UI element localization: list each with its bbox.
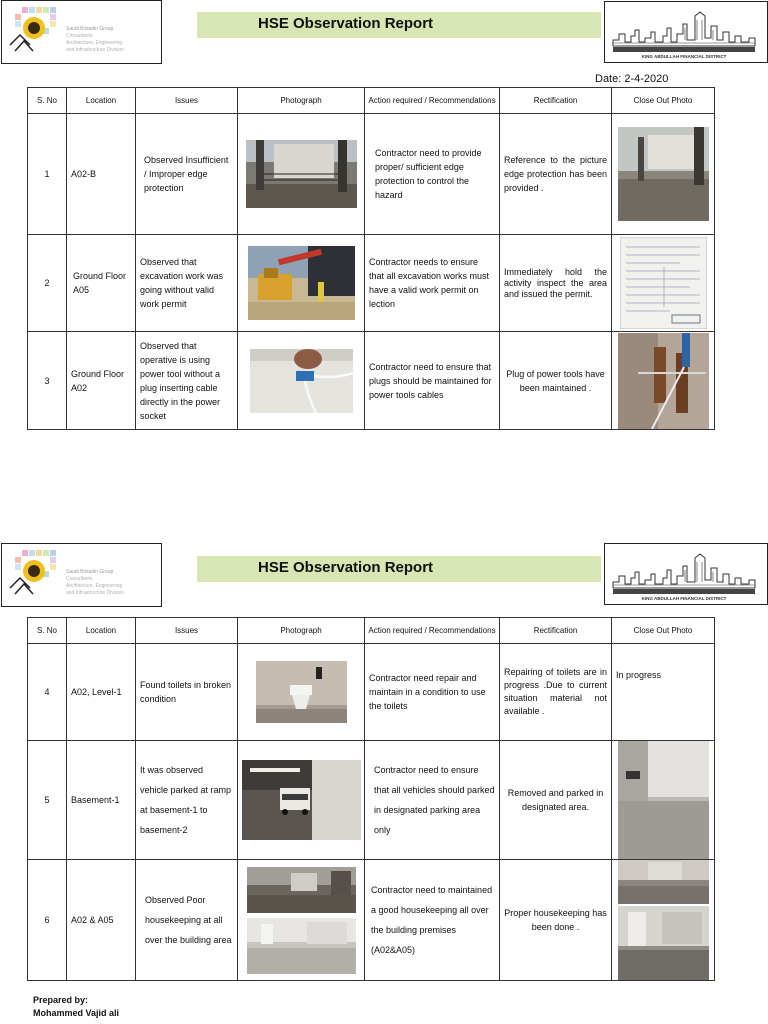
row-rectification: Proper housekeeping has been done . xyxy=(500,860,612,981)
report-title: HSE Observation Report xyxy=(258,15,434,32)
header-sno: S. No xyxy=(28,618,67,644)
row-action: Contractor need repair and maintain in a condition to use the toilets xyxy=(365,644,500,741)
row-action-text: Contractor need to ensure that all vehicles should parked in designated parking area only xyxy=(374,765,495,835)
power-tool-plug-photo xyxy=(250,349,353,413)
power-tool-closeout-photo xyxy=(618,333,709,429)
observation-table xyxy=(27,87,715,430)
row-sno: 1 xyxy=(28,114,67,235)
header-location: Location xyxy=(67,618,136,644)
row-action-text: Contractor need to maintained a good housekeeping all over the building premises (A02&A05) xyxy=(371,885,493,955)
row-location xyxy=(67,235,136,332)
row-rectification-text: Immediately hold the activity inspect the area and issued the permit. xyxy=(504,266,607,299)
row-sno: 2 xyxy=(28,235,67,332)
kafd-logo xyxy=(604,1,768,63)
report-title: HSE Observation Report xyxy=(258,559,434,576)
table-row xyxy=(28,332,715,430)
row-closeout xyxy=(612,741,715,860)
table-row xyxy=(28,860,715,981)
row-issue: Found toilets in broken condition xyxy=(136,644,238,741)
header-issues: Issues xyxy=(136,88,238,114)
row-location-text: Ground Floor A05 xyxy=(73,271,127,295)
svg-text:Saudi Binladin Group: Saudi Binladin Group xyxy=(66,26,114,32)
table-row xyxy=(28,114,715,235)
row-rectification: Reference to the picture edge protection has been provided . xyxy=(500,114,612,235)
row-closeout xyxy=(612,114,715,235)
report-page-1 xyxy=(0,0,768,440)
parked-vehicle-photo xyxy=(242,760,361,840)
skyline-logo-icon xyxy=(605,544,767,604)
svg-text:and Infrastructure Division: and Infrastructure Division xyxy=(66,590,125,596)
prepared-by xyxy=(33,994,119,1020)
row-issue-text: It was observed vehicle parked at ramp at basement-1 to basement-2 xyxy=(140,765,232,835)
row-closeout xyxy=(612,332,715,430)
report-title-bar xyxy=(197,12,601,38)
report-page-2 xyxy=(0,543,768,1024)
housekeeping-photo-1 xyxy=(247,867,356,913)
edge-protection-photo xyxy=(246,140,357,208)
table-row xyxy=(28,741,715,860)
svg-text:Consultants: Consultants xyxy=(66,576,93,582)
row-issue-text: Observed Poor housekeeping at all over the building area xyxy=(145,895,232,945)
table-row xyxy=(28,644,715,741)
row-photograph xyxy=(238,235,365,332)
row-rectification: Removed and parked in designated area. xyxy=(500,741,612,860)
ramp-closeout-photo xyxy=(618,741,709,859)
row-location: Ground Floor A02 xyxy=(67,332,136,430)
row-action xyxy=(365,741,500,860)
row-closeout: In progress xyxy=(612,644,715,741)
kafd-logo-text: KING ABDULLAH FINANCIAL DISTRICT xyxy=(641,596,727,601)
row-closeout xyxy=(612,860,715,981)
row-issue: Observed that operative is using power tool without a plug inserting cable directly in the power socket xyxy=(136,332,238,430)
row-location: A02 & A05 xyxy=(67,860,136,981)
row-sno: 6 xyxy=(28,860,67,981)
row-action xyxy=(365,860,500,981)
row-closeout xyxy=(612,235,715,332)
sunflower-logo-icon xyxy=(2,544,161,606)
skyline-logo-icon xyxy=(605,2,767,62)
svg-text:Saudi Binladin Group: Saudi Binladin Group xyxy=(66,569,114,575)
kafd-logo-text: KING ABDULLAH FINANCIAL DISTRICT xyxy=(641,54,727,59)
excavation-work-photo xyxy=(248,246,355,320)
row-action-text: Contractor need to provide proper/ sufficient edge protection to control the hazard xyxy=(375,148,482,200)
row-photograph xyxy=(238,860,365,981)
row-photograph xyxy=(238,332,365,430)
table-row xyxy=(28,235,715,332)
header-location: Location xyxy=(67,88,136,114)
row-location: Basement-1 xyxy=(67,741,136,860)
row-photograph xyxy=(238,644,365,741)
row-issue xyxy=(136,860,238,981)
table-header-row xyxy=(28,88,715,114)
row-action: Contractor needs to ensure that all excavation works must have a valid work permit on lection xyxy=(365,235,500,332)
row-location: A02, Level-1 xyxy=(67,644,136,741)
kafd-logo xyxy=(604,543,768,605)
sunflower-logo-icon xyxy=(2,1,161,63)
row-location: A02-B xyxy=(67,114,136,235)
row-rectification xyxy=(500,644,612,741)
report-title-bar xyxy=(197,556,601,582)
observation-table xyxy=(27,617,715,981)
header-rectification: Rectification xyxy=(500,618,612,644)
row-rectification xyxy=(500,235,612,332)
row-action: Contractor need to ensure that plugs should be maintained for power tools cables xyxy=(365,332,500,430)
svg-text:and Infrastructure Division: and Infrastructure Division xyxy=(66,47,125,53)
row-sno: 3 xyxy=(28,332,67,430)
row-issue xyxy=(136,114,238,235)
row-sno: 5 xyxy=(28,741,67,860)
table-header-row xyxy=(28,618,715,644)
row-rectification: Plug of power tools have been maintained . xyxy=(500,332,612,430)
row-rectification-text: Repairing of toilets are in progress .Due to current situation material not available . xyxy=(504,667,607,716)
header-closeout: Close Out Photo xyxy=(612,88,715,114)
prepared-by-label: Prepared by: xyxy=(33,995,89,1005)
row-photograph xyxy=(238,114,365,235)
housekeeping-closeout-photo-1 xyxy=(618,860,709,904)
header-action: Action required / Recommendations xyxy=(365,88,500,114)
edge-protection-closeout-photo xyxy=(618,127,709,221)
company-logo xyxy=(1,543,162,607)
row-action xyxy=(365,114,500,235)
svg-text:Architecture, Engineering: Architecture, Engineering xyxy=(66,40,123,46)
broken-toilet-photo xyxy=(256,661,347,723)
row-issue xyxy=(136,741,238,860)
company-logo xyxy=(1,0,162,64)
work-permit-closeout-photo xyxy=(620,237,707,329)
svg-text:Consultants: Consultants xyxy=(66,33,93,39)
housekeeping-photo-2 xyxy=(247,918,356,974)
header-photograph: Photograph xyxy=(238,88,365,114)
header-sno: S. No xyxy=(28,88,67,114)
header-action: Action required / Recommendations xyxy=(365,618,500,644)
svg-text:Architecture, Engineering: Architecture, Engineering xyxy=(66,583,123,589)
prepared-by-name: Mohammed Vajid ali xyxy=(33,1008,120,1018)
row-sno: 4 xyxy=(28,644,67,741)
row-issue: Observed that excavation work was going without valid work permit xyxy=(136,235,238,332)
housekeeping-closeout-photo-2 xyxy=(618,906,709,980)
report-date: Date: 2-4-2020 xyxy=(595,73,669,85)
row-issue-text: Observed Insufficient / Improper edge protection xyxy=(144,155,229,193)
header-photograph: Photograph xyxy=(238,618,365,644)
row-photograph xyxy=(238,741,365,860)
header-rectification: Rectification xyxy=(500,88,612,114)
header-issues: Issues xyxy=(136,618,238,644)
header-closeout: Close Out Photo xyxy=(612,618,715,644)
